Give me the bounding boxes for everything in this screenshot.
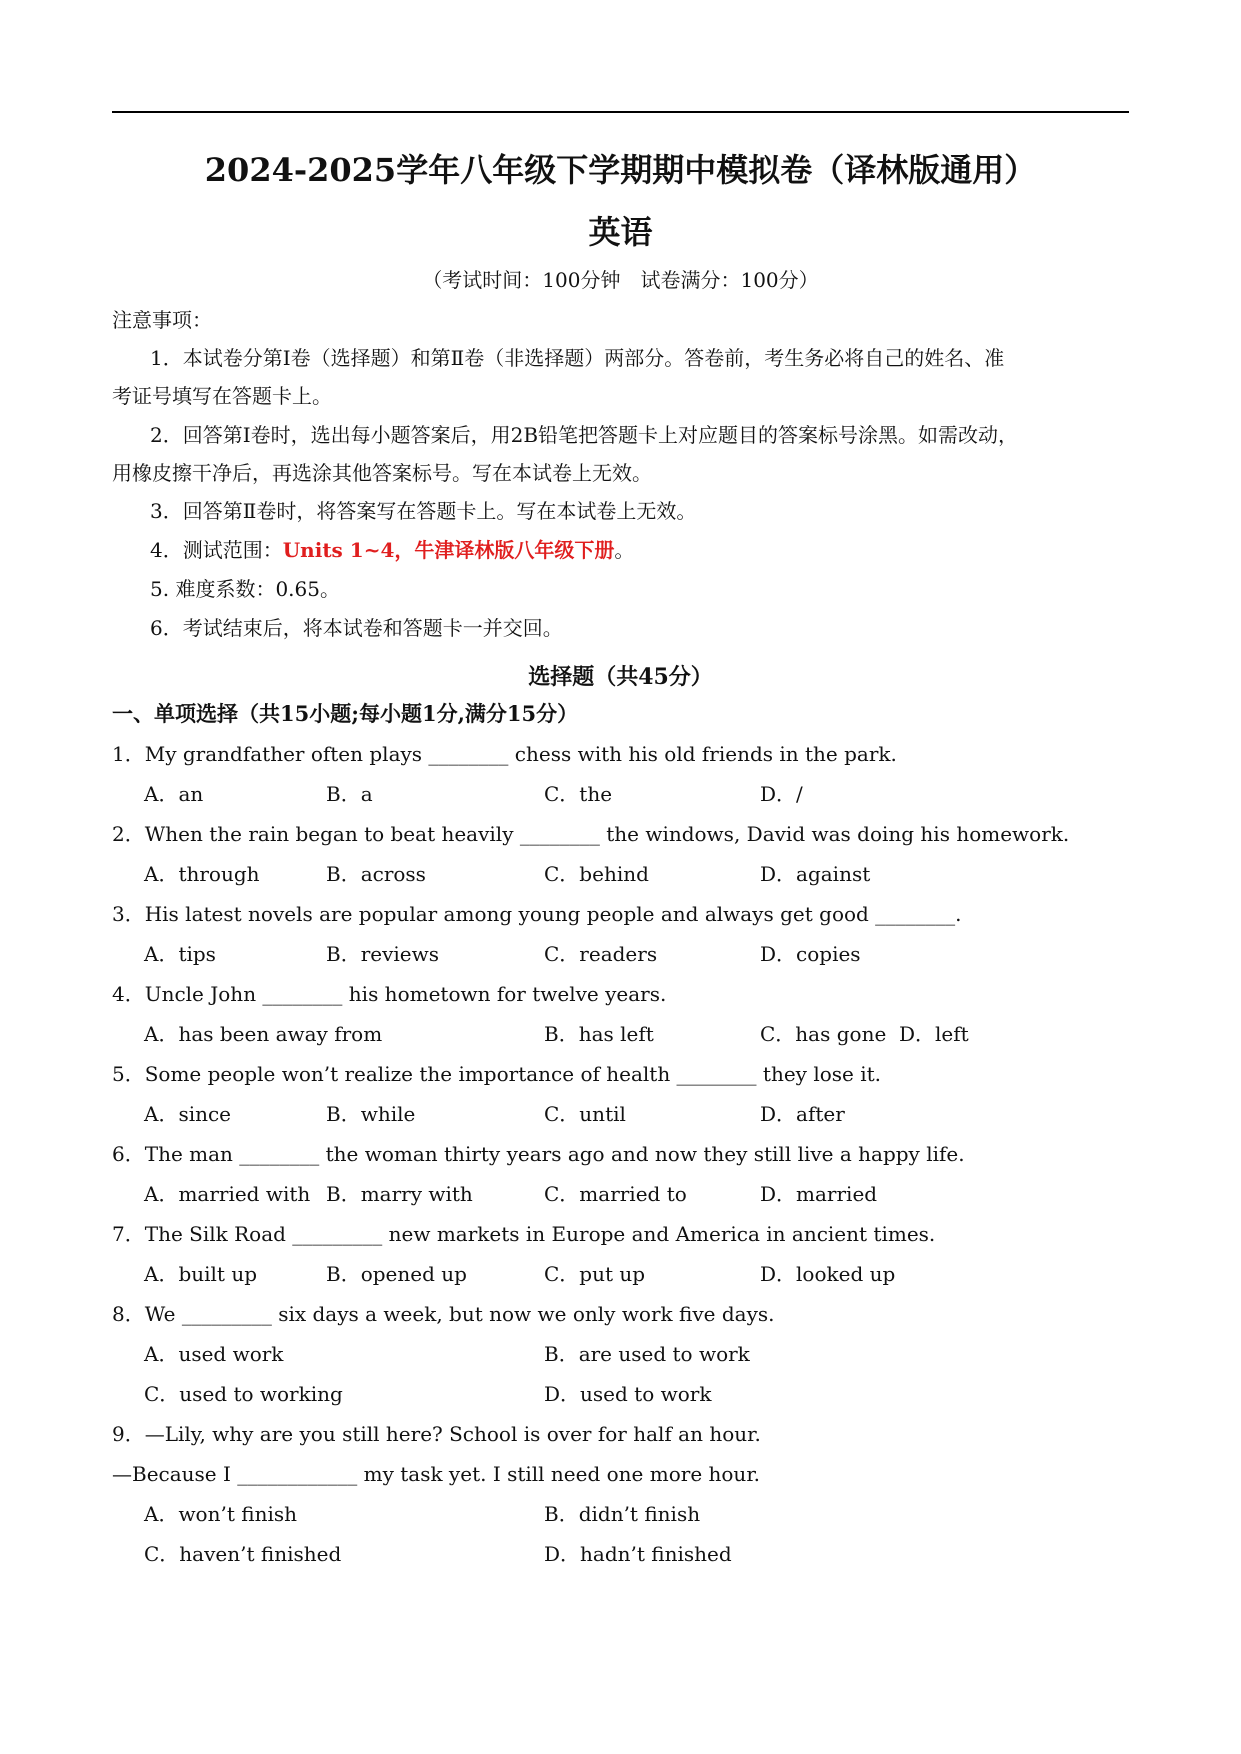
q2-option-d: D．against — [760, 862, 871, 886]
q7-option-a: A．built up — [144, 1262, 257, 1286]
question-9-stem-2: —Because I ____________ my task yet. I still need one more hour. — [112, 1462, 761, 1486]
q1-option-a: A．an — [144, 782, 204, 806]
part-1-heading: 一、单项选择（共15小题;每小题1分,满分15分） — [112, 701, 579, 726]
q9-option-c: C．haven’t finished — [144, 1542, 342, 1566]
note-2-line-2: 用橡皮擦干净后，再选涂其他答案标号。写在本试卷上无效。 — [112, 461, 652, 485]
q4-option-c: C．has gone — [760, 1022, 887, 1046]
q3-option-d: D．copies — [760, 942, 861, 966]
question-6-stem: 6．The man ________ the woman thirty years ago and now they still live a happy life. — [112, 1142, 965, 1166]
q1-option-c: C．the — [544, 782, 613, 806]
q2-option-a: A．through — [144, 862, 260, 886]
q1-option-d: D．/ — [760, 782, 803, 806]
q2-option-b: B．across — [326, 862, 426, 886]
q1-option-b: B．a — [326, 782, 373, 806]
note-1-line-1: 1．本试卷分第Ⅰ卷（选择题）和第Ⅱ卷（非选择题）两部分。答卷前，考生务必将自己的姓名、准 — [150, 346, 1005, 370]
q8-option-d: D．used to work — [544, 1382, 712, 1406]
test-scope: Units 1~4，牛津译林版八年级下册 — [282, 538, 615, 562]
question-7-stem: 7．The Silk Road _________ new markets in Europe and America in ancient times. — [112, 1222, 936, 1246]
note-5: 5. 难度系数：0.65。 — [150, 577, 340, 601]
exam-meta: （考试时间：100分钟 试卷满分：100分） — [422, 268, 819, 292]
q8-option-a: A．used work — [144, 1342, 284, 1366]
question-2-stem: 2．When the rain began to beat heavily ________ the windows, David was doing his homework. — [112, 822, 1070, 846]
q5-option-d: D．after — [760, 1102, 845, 1126]
q8-option-b: B．are used to work — [544, 1342, 750, 1366]
q7-option-b: B．opened up — [326, 1262, 467, 1286]
page-title: 2024-2025学年八年级下学期期中模拟卷（译林版通用） — [204, 151, 1037, 189]
q8-option-c: C．used to working — [144, 1382, 343, 1406]
note-3: 3．回答第Ⅱ卷时，将答案写在答题卡上。写在本试卷上无效。 — [150, 499, 697, 523]
q5-option-a: A．since — [144, 1102, 232, 1126]
q7-option-d: D．looked up — [760, 1262, 896, 1286]
question-8-stem: 8．We _________ six days a week, but now we only work five days. — [112, 1302, 775, 1326]
q5-option-b: B．while — [326, 1102, 416, 1126]
q5-option-c: C．until — [544, 1102, 626, 1126]
note-2-line-1: 2．回答第Ⅰ卷时，选出每小题答案后，用2B铅笔把答题卡上对应题目的答案标号涂黑。如需改动， — [150, 423, 1019, 447]
q4-option-d: D．left — [899, 1022, 969, 1046]
q6-option-b: B．marry with — [326, 1182, 473, 1206]
question-1-stem: 1．My grandfather often plays ________ chess with his old friends in the park. — [112, 742, 897, 766]
header-rule — [112, 111, 1129, 113]
question-3-stem: 3．His latest novels are popular among young people and always get good ________. — [112, 902, 962, 926]
note-6: 6．考试结束后，将本试卷和答题卡一并交回。 — [150, 616, 563, 640]
question-4-stem: 4．Uncle John ________ his hometown for twelve years. — [112, 982, 667, 1006]
q3-option-c: C．readers — [544, 942, 658, 966]
notes-heading: 注意事项： — [112, 308, 212, 332]
question-9-stem-1: 9．—Lily, why are you still here? School is over for half an hour. — [112, 1422, 761, 1446]
subject-title: 英语 — [588, 213, 653, 251]
note-4-prefix: 4．测试范围： — [150, 538, 283, 562]
q3-option-a: A．tips — [144, 942, 216, 966]
q2-option-c: C．behind — [544, 862, 649, 886]
note-4-suffix: 。 — [614, 538, 635, 562]
q9-option-a: A．won’t finish — [144, 1502, 297, 1526]
q4-option-b: B．has left — [544, 1022, 654, 1046]
section-title: 选择题（共45分） — [528, 664, 713, 690]
q9-option-d: D．hadn’t finished — [544, 1542, 732, 1566]
q3-option-b: B．reviews — [326, 942, 440, 966]
q6-option-a: A．married with — [144, 1182, 311, 1206]
note-4 — [150, 536, 634, 564]
q7-option-c: C．put up — [544, 1262, 646, 1286]
q6-option-c: C．married to — [544, 1182, 687, 1206]
question-5-stem: 5．Some people won’t realize the importance of health ________ they lose it. — [112, 1062, 882, 1086]
q6-option-d: D．married — [760, 1182, 878, 1206]
note-1-line-2: 考证号填写在答题卡上。 — [112, 384, 332, 408]
q9-option-b: B．didn’t finish — [544, 1502, 701, 1526]
q4-option-a: A．has been away from — [144, 1022, 383, 1046]
